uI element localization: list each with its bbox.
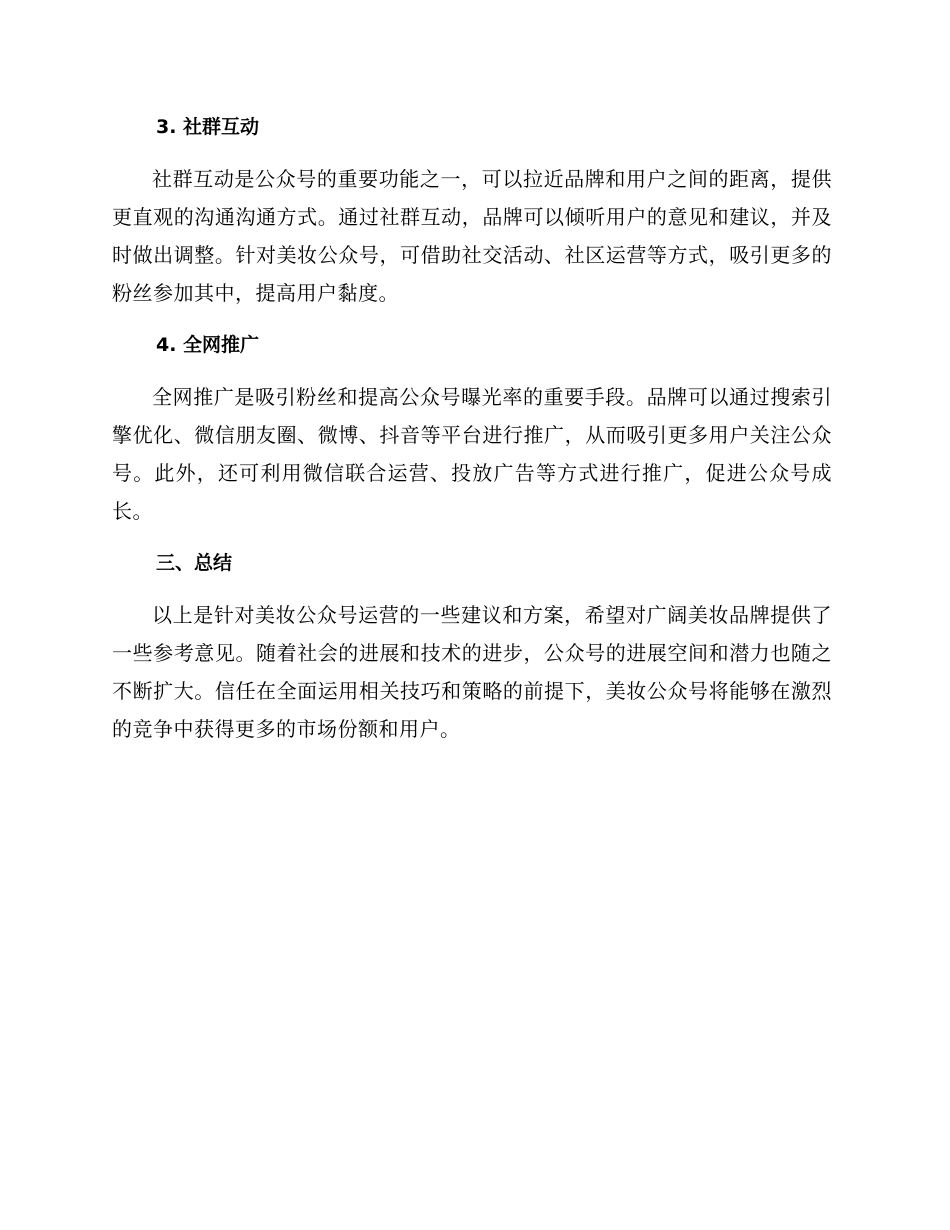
section-paragraph-community-interaction: 社群互动是公众号的重要功能之一，可以拉近品牌和用户之间的距离，提供更直观的沟通沟通方式。通过社群互动，品牌可以倾听用户的意见和建议，并及时做出调整。针对美妆公众号，可借助社交活动、社区运营等方式，吸引更多的粉丝参加其中，提高用户黏度。 — [112, 167, 832, 305]
section-paragraph-network-promotion: 全网推广是吸引粉丝和提高公众号曝光率的重要手段。品牌可以通过搜索引擎优化、微信朋友圈、微博、抖音等平台进行推广，从而吸引更多用户关注公众号。此外，还可利用微信联合运营、投放广告等方式进行推广，促进公众号成长。 — [112, 385, 832, 523]
section-paragraph-summary: 以上是针对美妆公众号运营的一些建议和方案，希望对广阔美妆品牌提供了一些参考意见。随着社会的进展和技术的进步，公众号的进展空间和潜力也随之不断扩大。信任在全面运用相关技巧和策略的前提下，美妆公众号将能够在激烈的竞争中获得更多的市场份额和用户。 — [112, 603, 832, 741]
section-heading-network-promotion: 4. 全网推广 — [156, 334, 260, 356]
section-heading-summary: 三、总结 — [156, 552, 233, 574]
document-body — [112, 108, 832, 762]
section-heading-community-interaction: 3. 社群互动 — [156, 116, 260, 138]
